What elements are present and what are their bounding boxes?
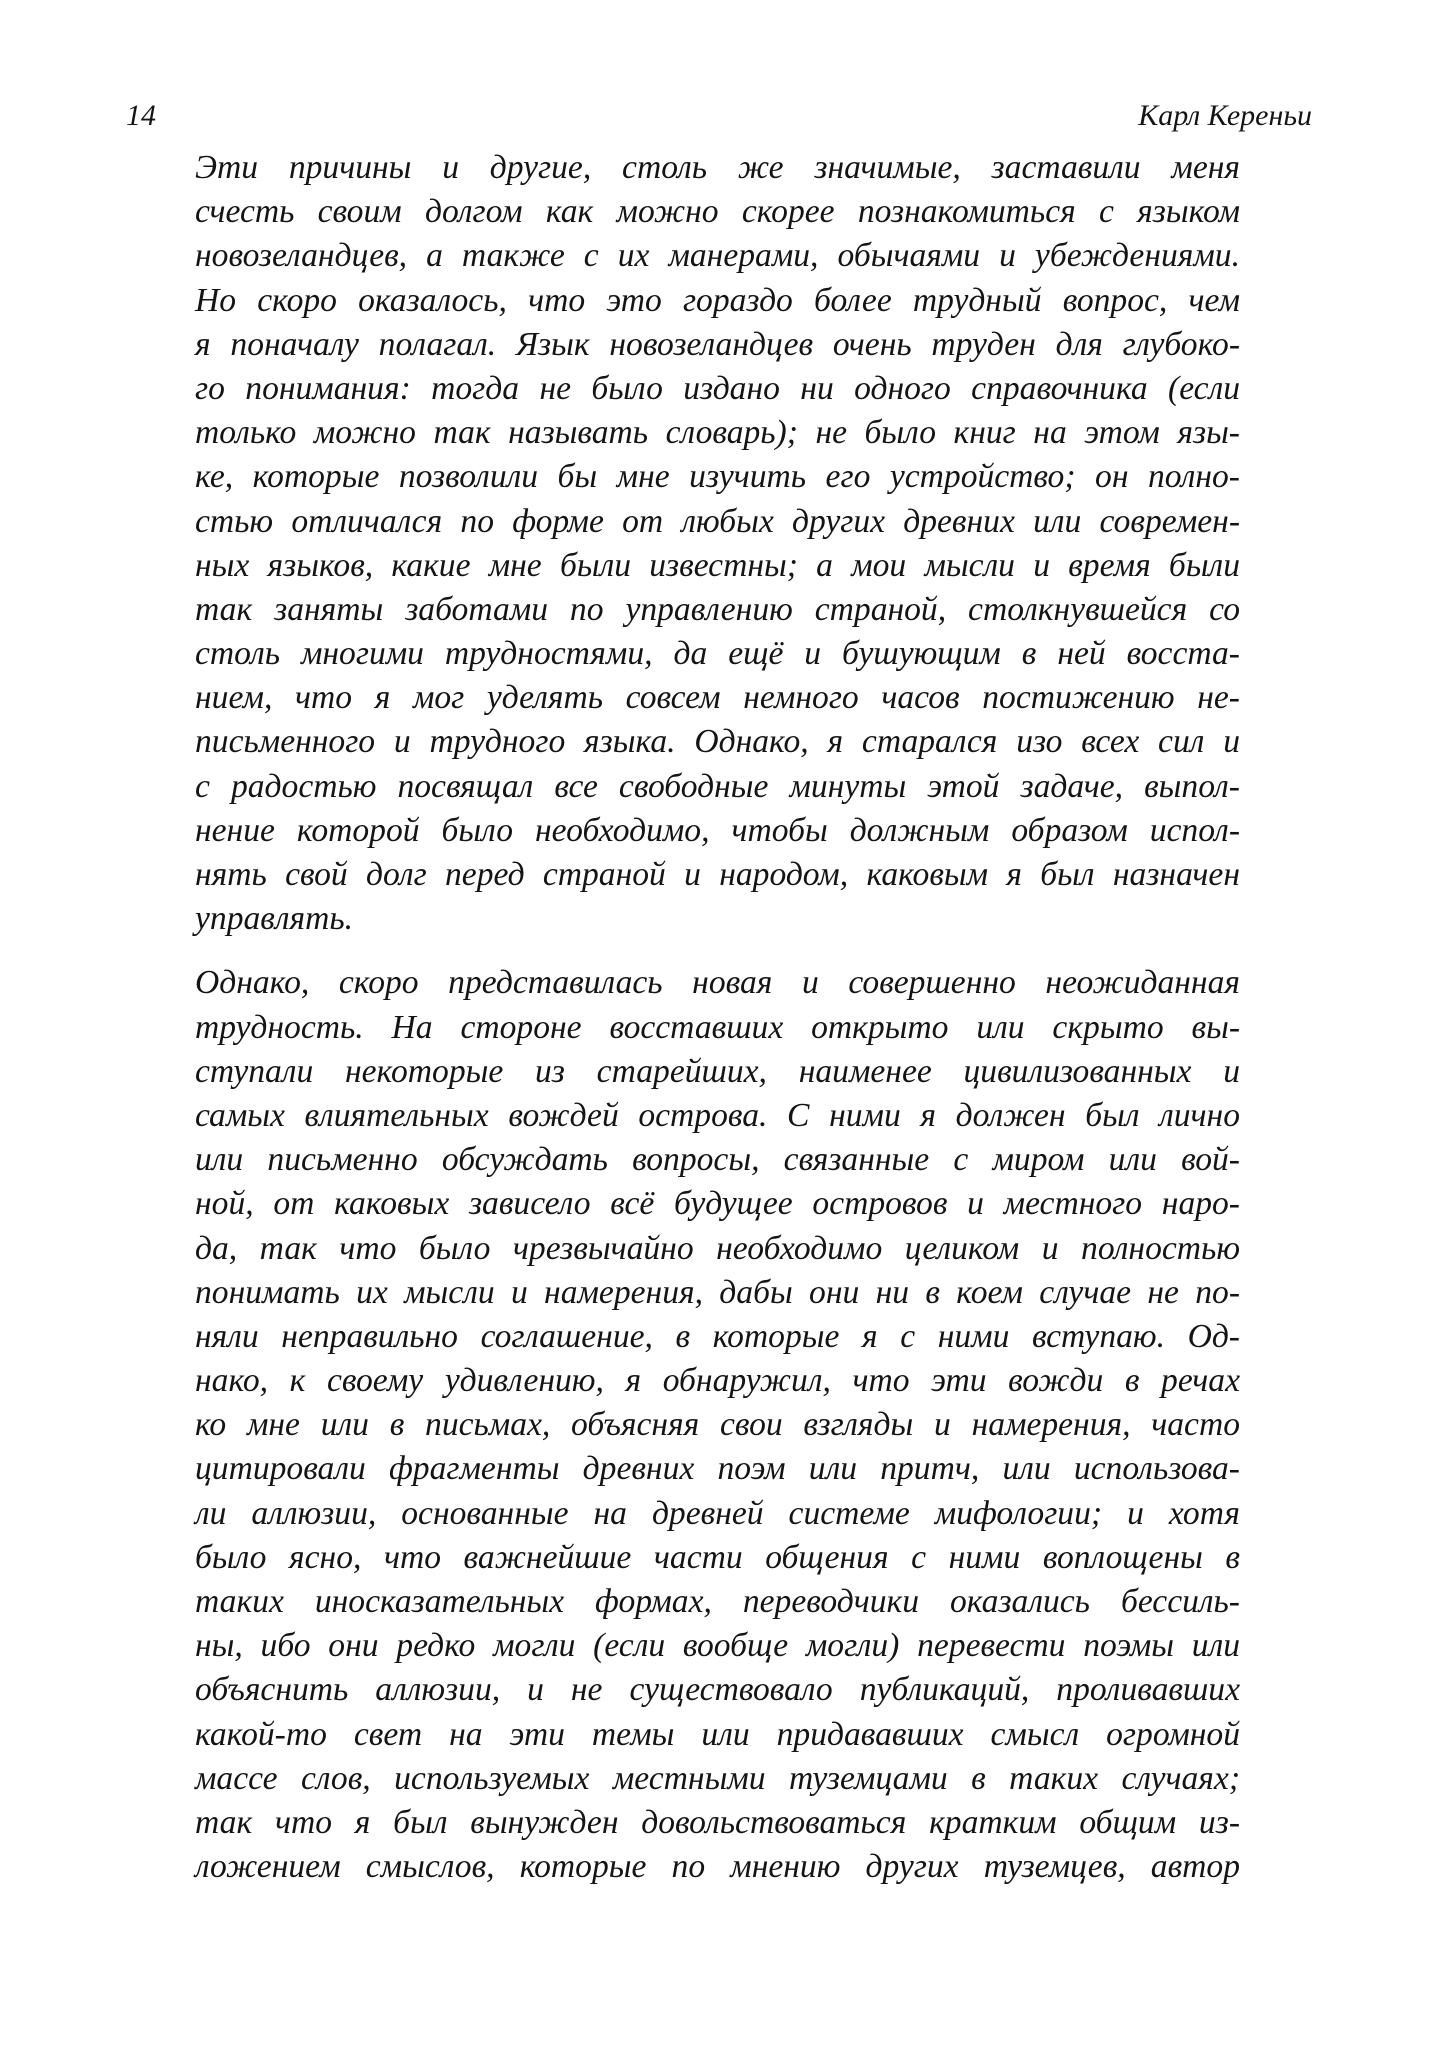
- text-line: так заняты заботами по управлению страной, столкнувшейся со: [195, 590, 1240, 628]
- text-line: ко мне или в письмах, объясняя свои взгляды и намерения, часто: [195, 1406, 1240, 1444]
- text-line: ны, ибо они редко могли (если вообще могли) перевести поэмы или: [195, 1627, 1240, 1665]
- text-line: я поначалу полагал. Язык новозеландцев очень труден для глубоко-: [195, 325, 1240, 363]
- text-line: ной, от каковых зависело всё будущее островов и местного наро-: [195, 1185, 1240, 1223]
- text-line: Эти причины и другие, столь же значимые, заставили меня: [195, 149, 1240, 186]
- text-line: массе слов, используемых местными туземцами в таких случаях;: [195, 1759, 1240, 1797]
- text-line: понимать их мысли и намерения, дабы они ни в коем случае не по-: [195, 1273, 1240, 1311]
- text-line: ложением смыслов, которые по мнению других туземцев, автор: [195, 1848, 1240, 1886]
- page-number: 14: [126, 99, 156, 132]
- text-line: ных языков, какие мне были известны; а мои мысли и время были: [195, 546, 1240, 584]
- text-line: цитировали фрагменты древних поэм или притч, или использова-: [195, 1450, 1240, 1488]
- text-line: так что я был вынужден довольствоваться кратким общим из-: [195, 1803, 1240, 1841]
- text-line: ступали некоторые из старейших, наименее цивилизованных и: [195, 1052, 1240, 1090]
- text-line: столь многими трудностями, да ещё и бушующим в ней восста-: [195, 635, 1240, 673]
- text-line: счесть своим долгом как можно скорее познакомиться с языком: [195, 193, 1240, 231]
- text-line: нение которой было необходимо, чтобы должным образом испол-: [195, 811, 1240, 849]
- page-header: [126, 96, 1312, 136]
- text-line: ке, которые позволили бы мне изучить его устройство; он полно-: [195, 458, 1240, 496]
- text-line: письменного и трудного языка. Однако, я старался изо всех сил и: [195, 723, 1240, 761]
- text-line: нако, к своему удивлению, я обнаружил, что эти вожди в речах: [195, 1362, 1240, 1400]
- text-line: Однако, скоро представилась новая и совершенно неожиданная: [195, 964, 1240, 1002]
- text-line: таких иносказательных формах, переводчики оказались бессиль-: [195, 1583, 1240, 1620]
- text-line: Но скоро оказалось, что это гораздо более трудный вопрос, чем: [195, 281, 1240, 319]
- text-line: управлять.: [195, 900, 354, 938]
- text-line: было ясно, что важнейшие части общения с ними воплощены в: [195, 1538, 1240, 1576]
- text-line: трудность. На стороне восставших открыто или скрыто вы-: [195, 1008, 1240, 1046]
- running-head: Карл Кереньи: [1138, 99, 1312, 132]
- text-line: стью отличался по форме от любых других древних или современ-: [195, 502, 1240, 540]
- text-line: ли аллюзии, основанные на древней системе мифологии; и хотя: [195, 1494, 1240, 1532]
- text-line: объяснить аллюзии, и не существовало публикаций, проливавших: [195, 1671, 1240, 1709]
- text-line: с радостью посвящал все свободные минуты этой задаче, выпол-: [195, 767, 1240, 805]
- text-line: какой-то свет на эти темы или придававших смысл огромной: [195, 1715, 1240, 1753]
- text-line: нять свой долг перед страной и народом, каковым я был назначен: [195, 856, 1240, 893]
- text-line: только можно так называть словарь); не было книг на этом язы-: [195, 414, 1240, 452]
- text-line: самых влиятельных вождей острова. С ними я должен был лично: [195, 1096, 1240, 1134]
- text-line: да, так что было чрезвычайно необходимо целиком и полностью: [195, 1229, 1240, 1267]
- paragraph-2: [195, 961, 1240, 1889]
- text-line: новозеландцев, а также с их манерами, обычаями и убеждениями.: [195, 237, 1240, 275]
- text-line: го понимания: тогда не было издано ни одного справочника (если: [195, 369, 1240, 407]
- text-line: нием, что я мог уделять совсем немного часов постижению не-: [195, 679, 1240, 717]
- paragraph-1: [195, 146, 1240, 941]
- text-line: или письменно обсуждать вопросы, связанные с миром или вой-: [195, 1141, 1240, 1179]
- text-line: няли неправильно соглашение, в которые я с ними вступаю. Од-: [195, 1317, 1240, 1355]
- body-text: [195, 146, 1240, 1909]
